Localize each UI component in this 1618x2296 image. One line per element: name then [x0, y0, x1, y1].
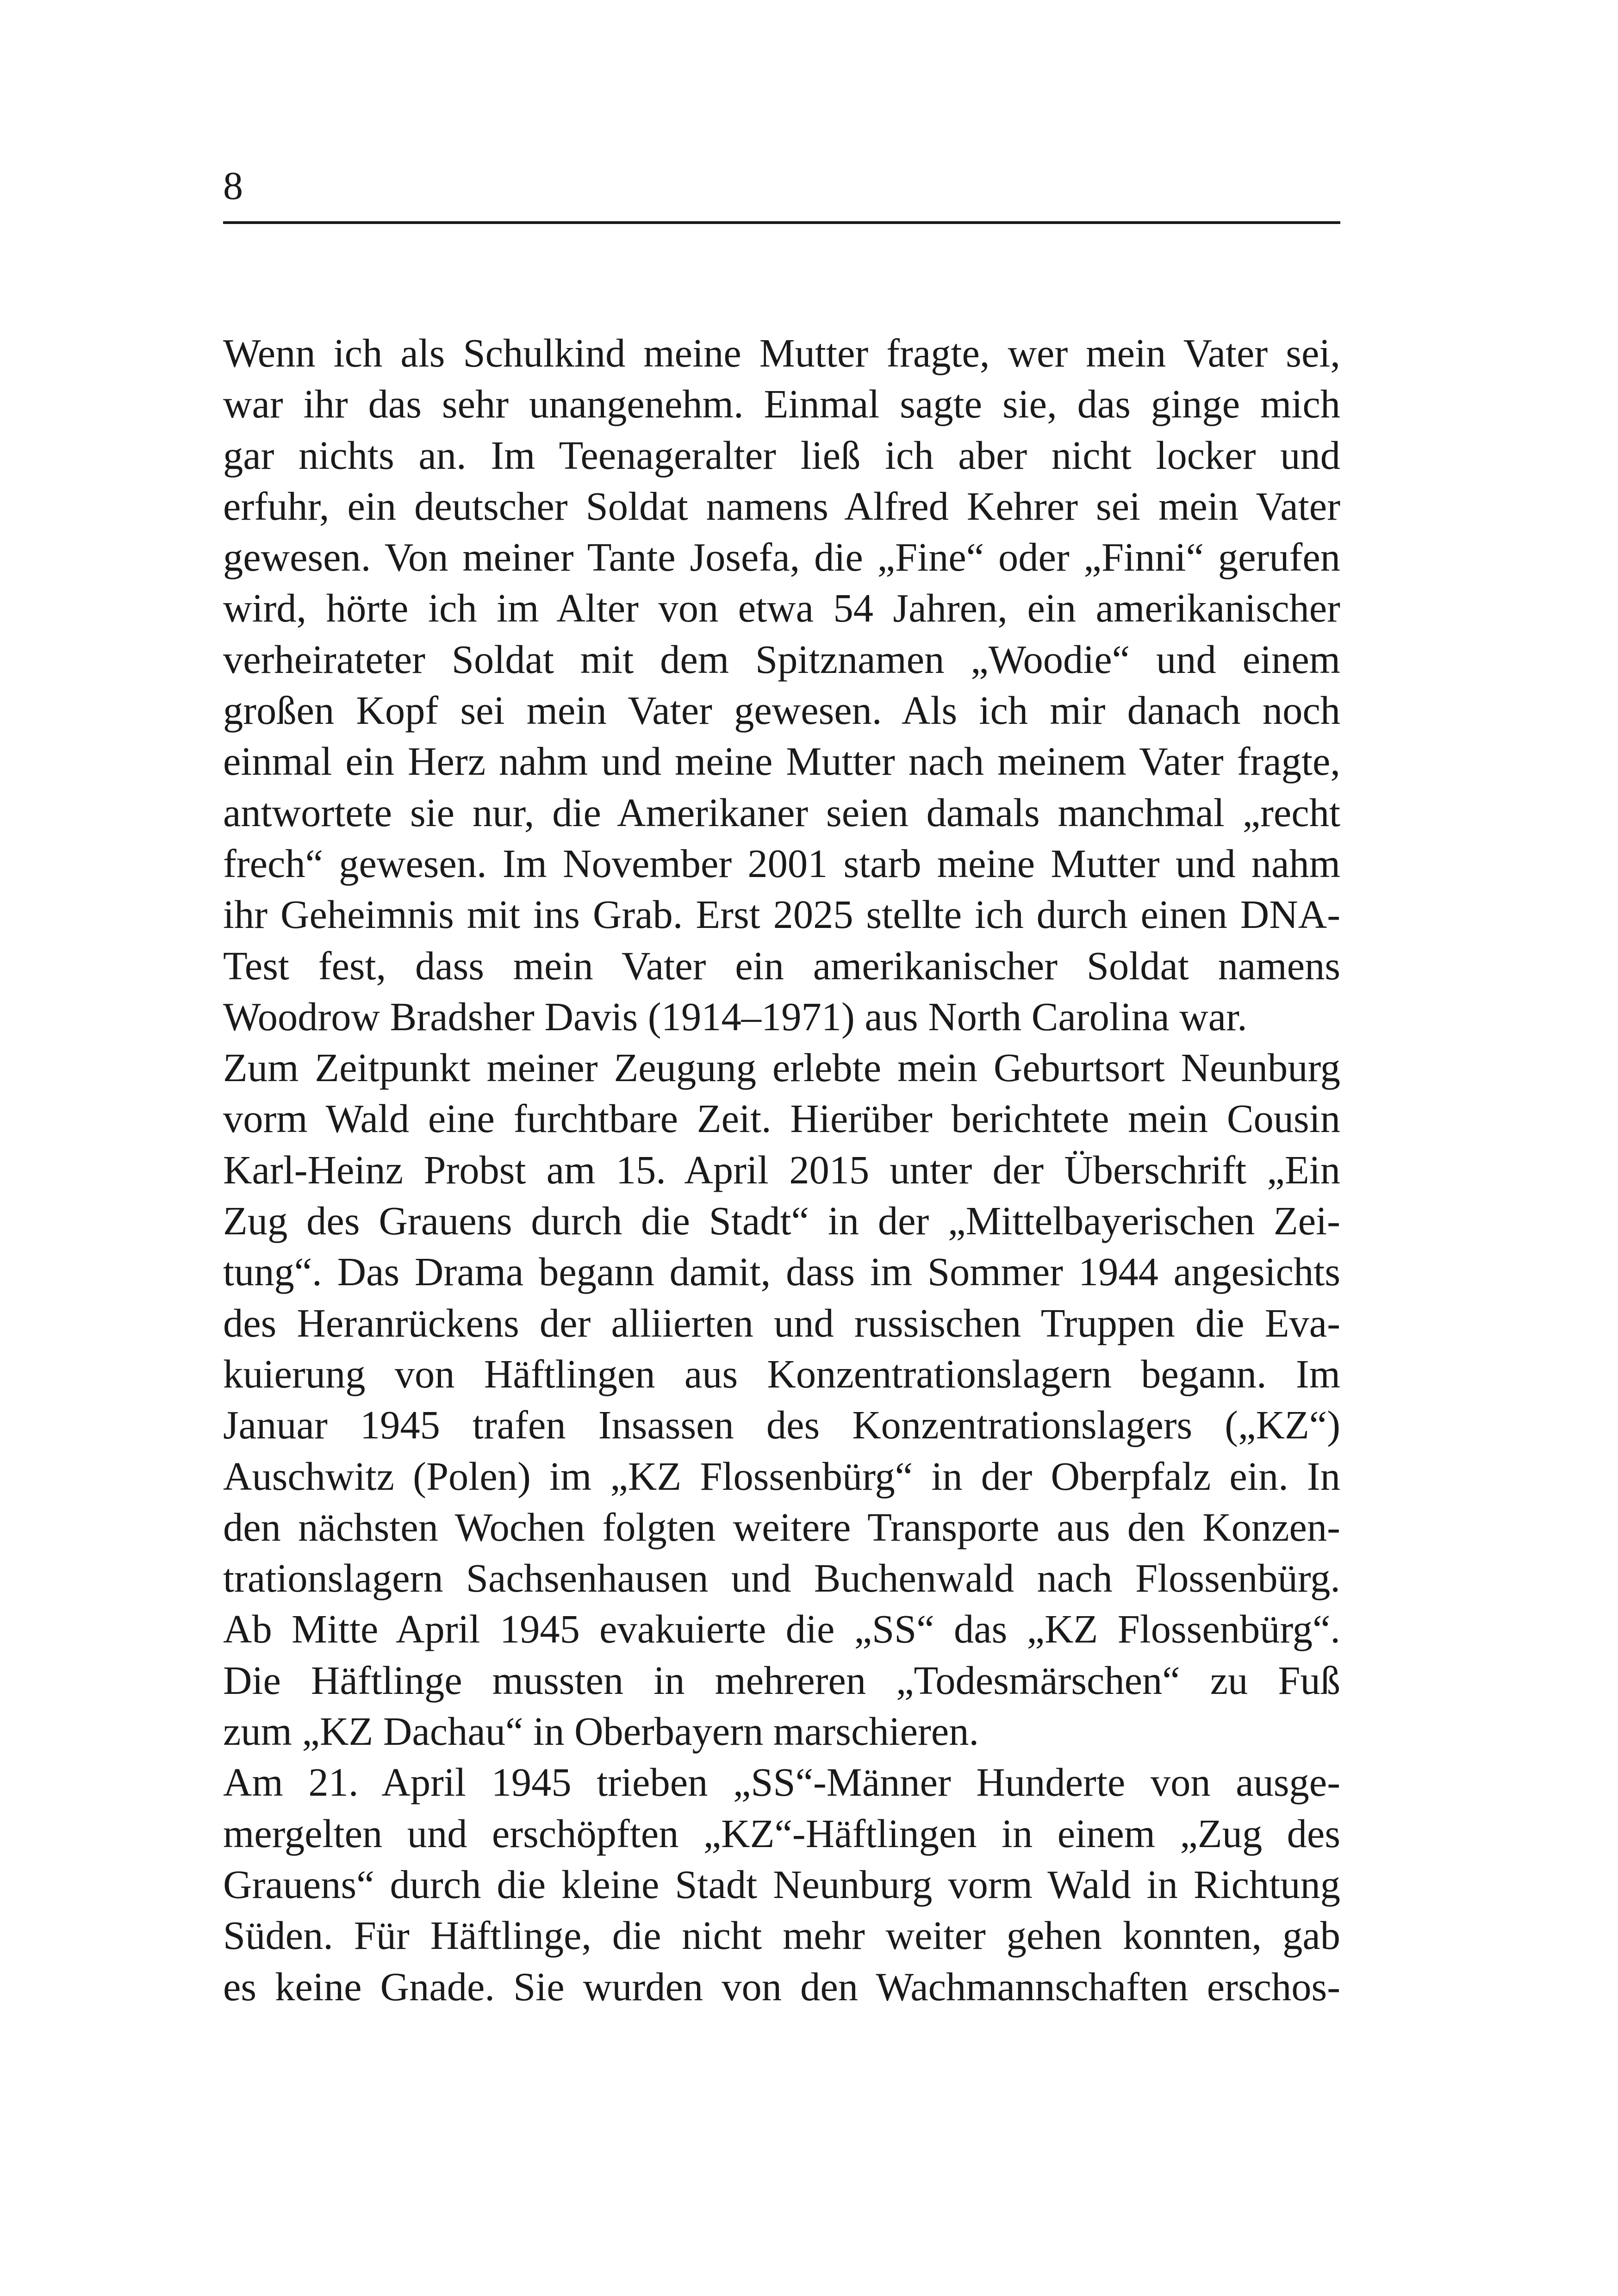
- page-number: 8: [223, 163, 243, 208]
- text-line: antwortete sie nur, die Amerikaner seien damals manchmal „recht: [223, 790, 1340, 835]
- text-line: zum „KZ Dachau“ in Oberbayern marschieren.: [223, 1709, 979, 1754]
- text-line: Auschwitz (Polen) im „KZ Flossenbürg“ in der Oberpfalz ein. In: [223, 1454, 1340, 1499]
- text-line: Wenn ich als Schulkind meine Mutter fragte, wer mein Vater sei,: [223, 331, 1340, 375]
- text-line: Januar 1945 trafen Insassen des Konzentrationslagers („KZ“): [223, 1403, 1340, 1448]
- text-line: Ab Mitte April 1945 evakuierte die „SS“ das „KZ Flossenbürg“.: [223, 1607, 1340, 1652]
- header-rule: [223, 221, 1340, 224]
- text-line: Karl-Heinz Probst am 15. April 2015 unter der Überschrift „Ein: [223, 1147, 1340, 1192]
- text-line: Test fest, dass mein Vater ein amerikanischer Soldat namens: [223, 943, 1340, 988]
- text-line: gewesen. Von meiner Tante Josefa, die „Fine“ oder „Finni“ gerufen: [223, 535, 1340, 580]
- text-line: großen Kopf sei mein Vater gewesen. Als ich mir danach noch: [223, 688, 1340, 733]
- text-line: verheirateter Soldat mit dem Spitznamen „Woodie“ und einem: [223, 637, 1340, 682]
- text-line: einmal ein Herz nahm und meine Mutter nach meinem Vater fragte,: [223, 739, 1340, 784]
- text-line: wird, hörte ich im Alter von etwa 54 Jahren, ein amerikanischer: [223, 586, 1340, 631]
- text-line: des Heranrückens der alliierten und russischen Truppen die Eva-: [223, 1300, 1340, 1345]
- text-line: den nächsten Wochen folgten weitere Transporte aus den Konzen-: [223, 1505, 1340, 1549]
- text-line: frech“ gewesen. Im November 2001 starb meine Mutter und nahm: [223, 841, 1340, 886]
- text-line: Zug des Grauens durch die Stadt“ in der „Mittelbayerischen Zei-: [223, 1199, 1340, 1244]
- text-line: Die Häftlinge mussten in mehreren „Todesmärschen“ zu Fuß: [223, 1658, 1340, 1703]
- text-line: Am 21. April 1945 trieben „SS“-Männer Hunderte von ausge-: [223, 1760, 1340, 1805]
- text-line: Süden. Für Häftlinge, die nicht mehr weiter gehen konnten, gab: [223, 1913, 1340, 1958]
- text-line: es keine Gnade. Sie wurden von den Wachmannschaften erschos-: [223, 1964, 1340, 2009]
- text-line: erfuhr, ein deutscher Soldat namens Alfred Kehrer sei mein Vater: [223, 484, 1340, 529]
- text-line: mergelten und erschöpften „KZ“-Häftlingen in einem „Zug des: [223, 1811, 1340, 1856]
- text-line: Zum Zeitpunkt meiner Zeugung erlebte mein Geburtsort Neunburg: [223, 1045, 1340, 1090]
- text-line: tung“. Das Drama begann damit, dass im Sommer 1944 angesichts: [223, 1250, 1340, 1294]
- text-line: gar nichts an. Im Teenageralter ließ ich aber nicht locker und: [223, 433, 1340, 478]
- text-line: vorm Wald eine furchtbare Zeit. Hierüber berichtete mein Cousin: [223, 1096, 1340, 1141]
- text-line: trationslagern Sachsenhausen und Buchenwald nach Flossenbürg.: [223, 1556, 1340, 1601]
- text-line: Woodrow Bradsher Davis (1914–1971) aus North Carolina war.: [223, 994, 1247, 1039]
- body-text: [223, 328, 1340, 2012]
- text-line: kuierung von Häftlingen aus Konzentrationslagern begann. Im: [223, 1351, 1340, 1396]
- text-line: war ihr das sehr unangenehm. Einmal sagte sie, das ginge mich: [223, 382, 1340, 427]
- text-line: Grauens“ durch die kleine Stadt Neunburg vorm Wald in Richtung: [223, 1862, 1340, 1907]
- text-line: ihr Geheimnis mit ins Grab. Erst 2025 stellte ich durch einen DNA-: [223, 892, 1340, 937]
